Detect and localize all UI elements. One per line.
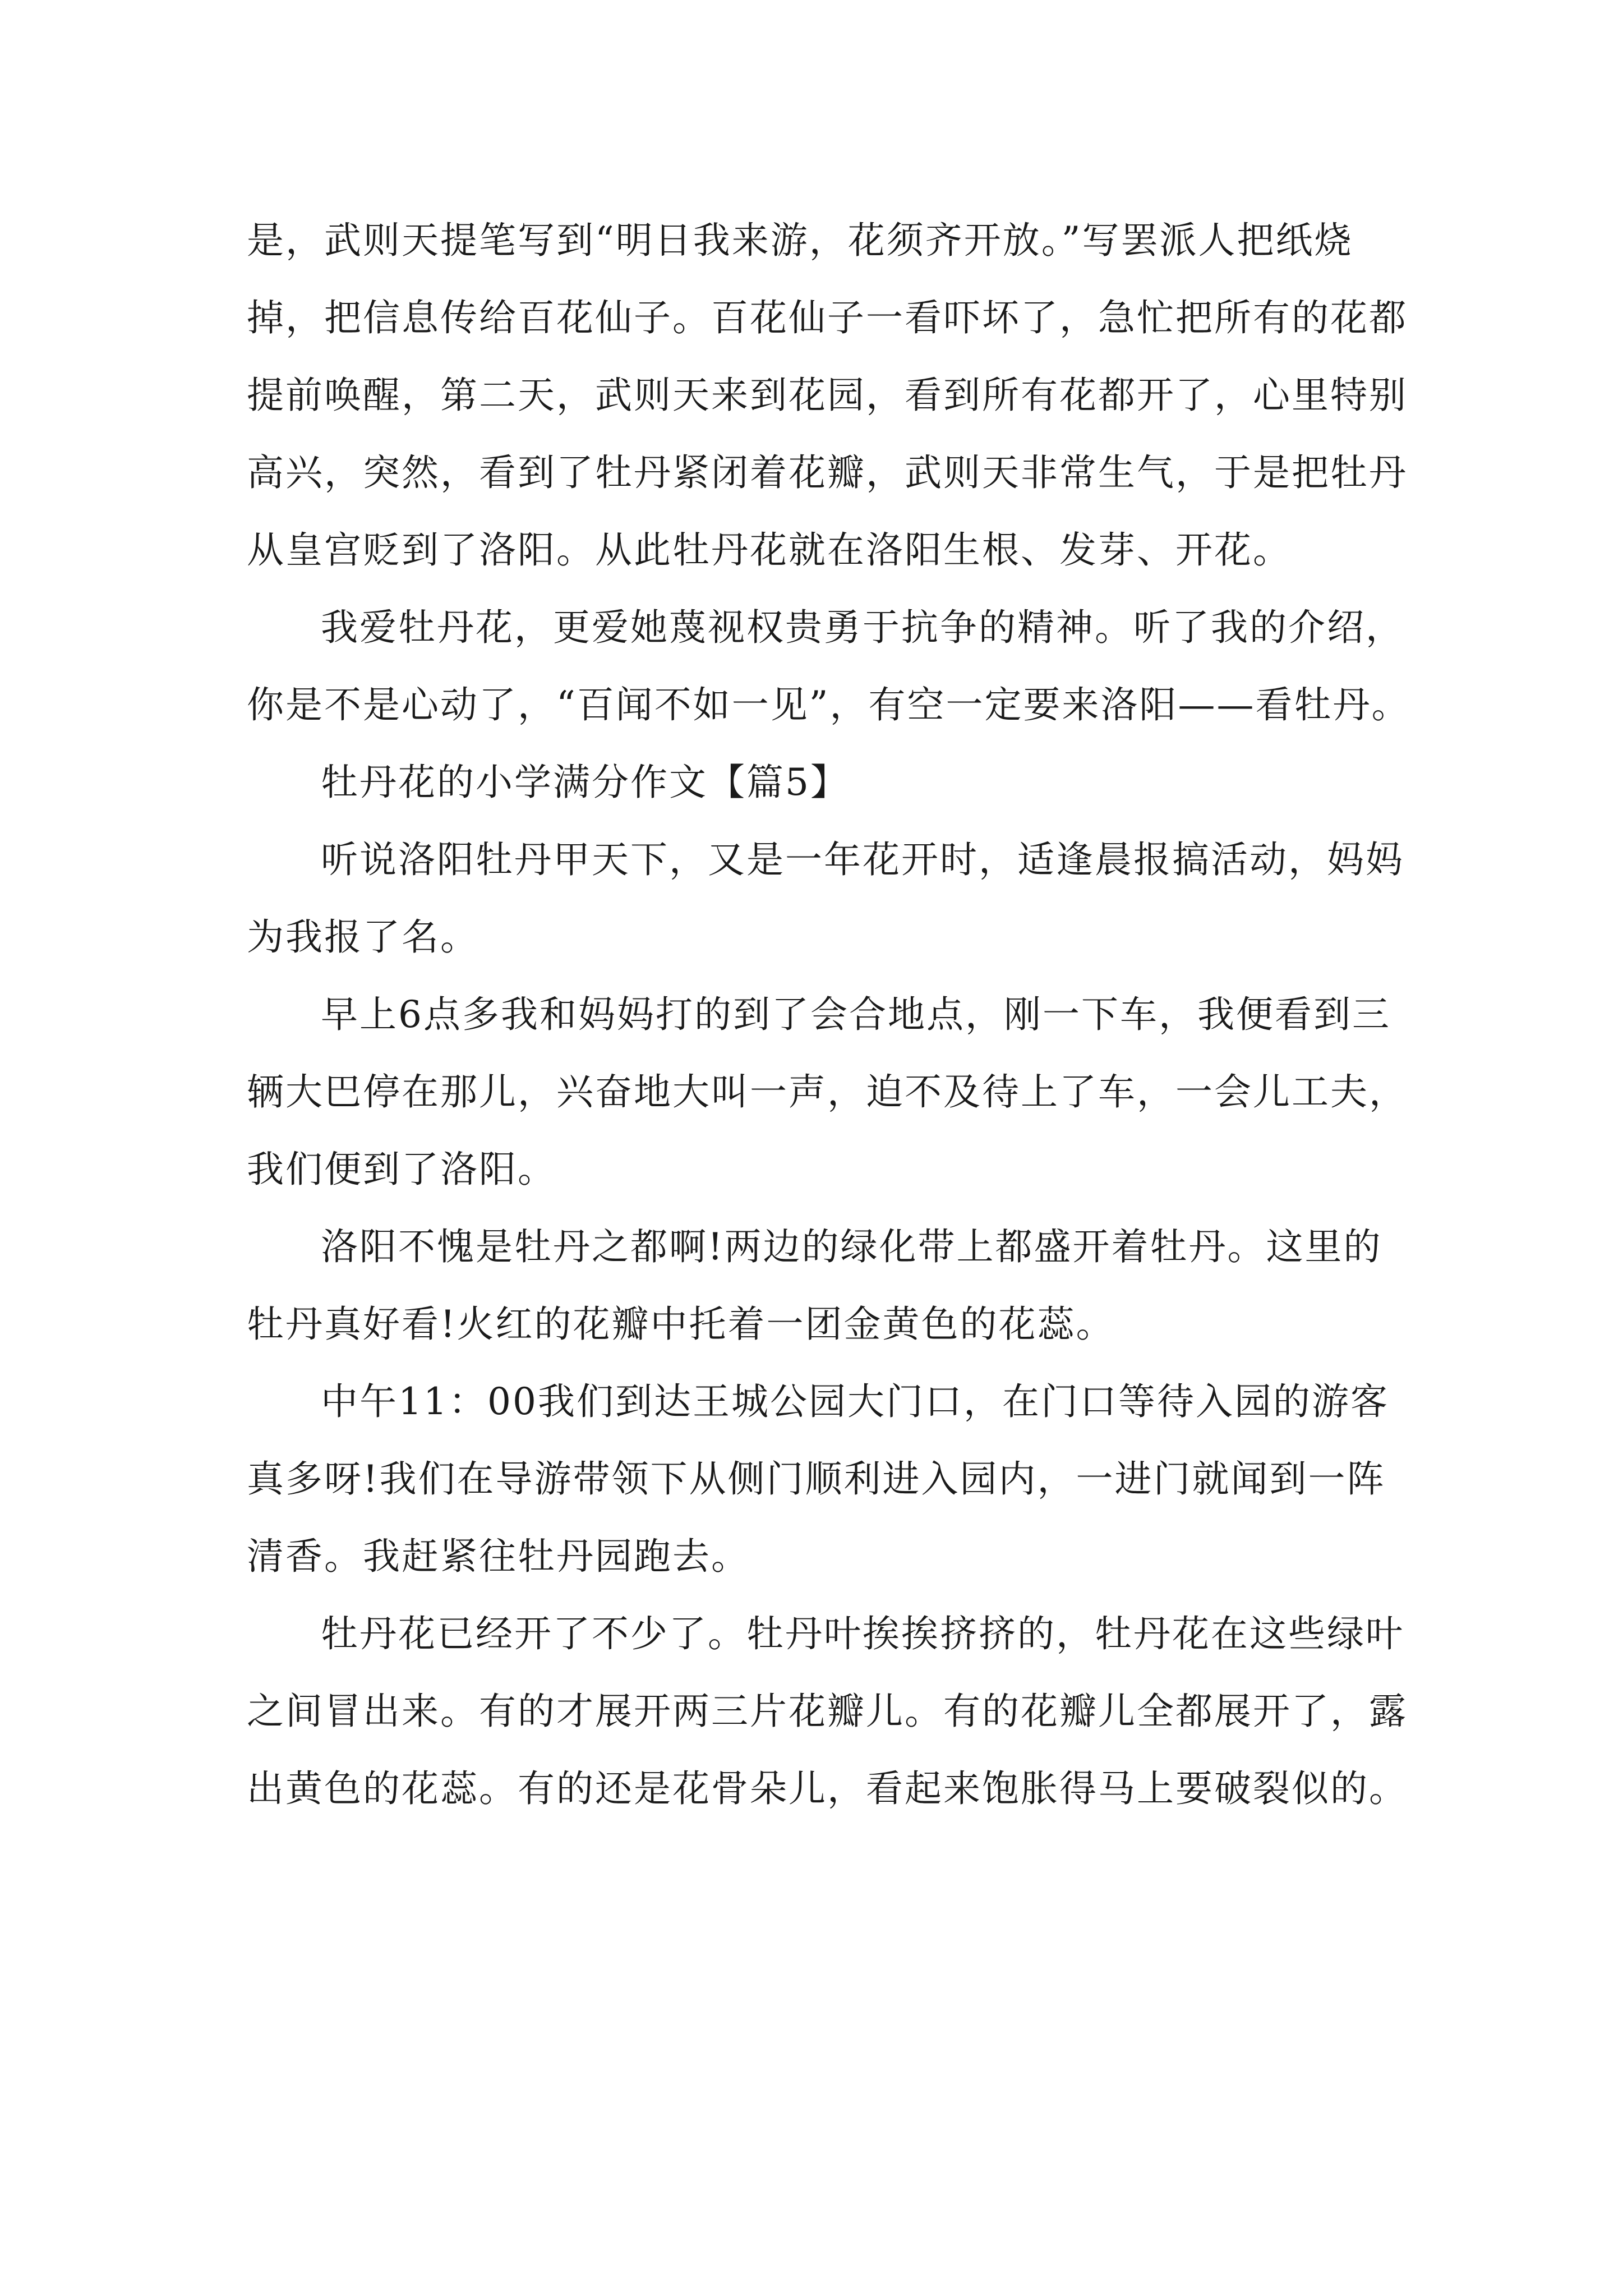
paragraph-morning: 早上6点多我和妈妈打的到了会合地点，刚一下车，我便看到三辆大巴停在那儿，兴奋地大叫一声，迫不及待上了车，一会儿工夫，我们便到了洛阳。 [247,993,1408,1191]
paragraph-legend-continuation: 是，武则天提笔写到“明日我来游，花须齐开放。”写罢派人把纸烧掉，把信息传给百花仙子。百花仙子一看吓坏了，急忙把所有的花都提前唤醒，第二天，武则天来到花园，看到所有花都开了，心里特别高兴，突然，看到了牡丹紧闭着花瓣，武则天非常生气，于是把牡丹从皇宫贬到了洛阳。从此牡丹花就在洛阳生根、发芽、开花。 [247,219,1408,572]
paragraph-luoyang: 洛阳不愧是牡丹之都啊!两边的绿化带上都盛开着牡丹。这里的牡丹真好看!火红的花瓣中托着一团金黄色的花蕊。 [247,1225,1382,1346]
paragraph-noon: 中午11：00我们到达王城公园大门口，在门口等待入园的游客真多呀!我们在导游带领下从侧门顺利进入园内，一进门就闻到一阵清香。我赶紧往牡丹园跑去。 [247,1380,1389,1578]
paragraph-peony-garden: 牡丹花已经开了不少了。牡丹叶挨挨挤挤的，牡丹花在这些绿叶之间冒出来。有的才展开两三片花瓣儿。有的花瓣儿全都展开了，露出黄色的花蕊。有的还是花骨朵儿，看起来饱胀得马上要破裂似的。 [247,1612,1408,1810]
paragraph-intro: 听说洛阳牡丹甲天下，又是一年花开时，适逢晨报搞活动，妈妈为我报了名。 [247,838,1404,959]
section-heading: 牡丹花的小学满分作文【篇5】 [321,761,849,804]
paragraph-love-peony: 我爱牡丹花，更爱她蔑视权贵勇于抗争的精神。听了我的介绍，你是不是心动了，“百闻不如一见”，有空一定要来洛阳——看牡丹。 [247,606,1410,726]
article-body [247,202,1413,1828]
